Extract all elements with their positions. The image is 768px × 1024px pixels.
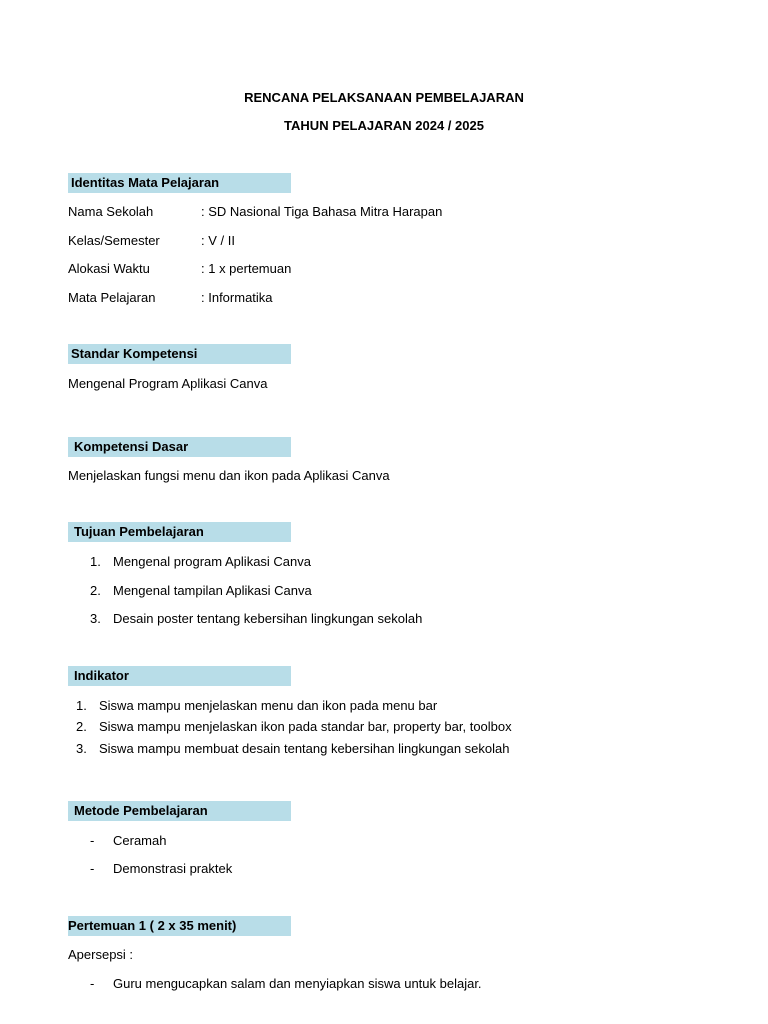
section-heading-tujuan: Tujuan Pembelajaran (68, 522, 291, 542)
list-item: Mengenal tampilan Aplikasi Canva (113, 583, 312, 598)
identity-value: : V / II (201, 233, 235, 248)
identity-label: Mata Pelajaran (68, 290, 156, 305)
list-number: 2. (90, 583, 101, 598)
list-item: Siswa mampu menjelaskan ikon pada standar bar, property bar, toolbox (99, 719, 512, 734)
list-number: 2. (76, 719, 87, 734)
apersepsi-label: Apersepsi : (68, 947, 134, 962)
list-item: Guru mengucapkan salam dan menyiapkan siswa untuk belajar. (113, 976, 482, 991)
list-bullet: - (90, 833, 95, 848)
kompetensi-text: Menjelaskan fungsi menu dan ikon pada Aplikasi Canva (68, 468, 390, 483)
section-heading-pertemuan: Pertemuan 1 ( 2 x 35 menit) (68, 916, 291, 936)
standar-text: Mengenal Program Aplikasi Canva (68, 376, 268, 391)
identity-label: Alokasi Waktu (68, 261, 150, 276)
identity-label: Kelas/Semester (68, 233, 160, 248)
section-heading-kompetensi: Kompetensi Dasar (68, 437, 291, 457)
list-number: 1. (90, 554, 101, 569)
list-number: 1. (76, 698, 87, 713)
identity-label: Nama Sekolah (68, 204, 154, 219)
section-heading-identitas: Identitas Mata Pelajaran (68, 173, 291, 193)
list-item: Desain poster tentang kebersihan lingkungan sekolah (113, 611, 423, 626)
list-item: Demonstrasi praktek (113, 861, 233, 876)
list-item: Siswa mampu menjelaskan menu dan ikon pada menu bar (99, 698, 438, 713)
identity-value: : Informatika (201, 290, 273, 305)
list-number: 3. (90, 611, 101, 626)
section-heading-indikator: Indikator (68, 666, 291, 686)
list-bullet: - (90, 861, 95, 876)
identity-value: : SD Nasional Tiga Bahasa Mitra Harapan (201, 204, 443, 219)
list-item: Siswa mampu membuat desain tentang kebersihan lingkungan sekolah (99, 741, 510, 756)
document-subtitle: TAHUN PELAJARAN 2024 / 2025 (284, 118, 484, 133)
identity-value: : 1 x pertemuan (201, 261, 292, 276)
list-bullet: - (90, 976, 95, 991)
list-item: Mengenal program Aplikasi Canva (113, 554, 311, 569)
section-heading-metode: Metode Pembelajaran (68, 801, 291, 821)
document-title: RENCANA PELAKSANAAN PEMBELAJARAN (244, 90, 524, 105)
list-item: Ceramah (113, 833, 167, 848)
section-heading-standar: Standar Kompetensi (68, 344, 291, 364)
list-number: 3. (76, 741, 87, 756)
